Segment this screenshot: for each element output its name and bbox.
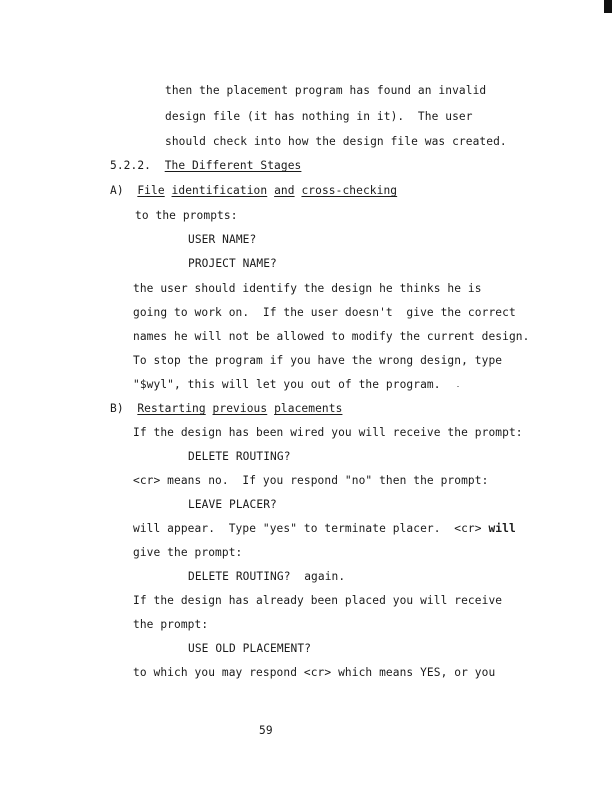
scan-speck	[457, 386, 459, 387]
item-b-line-8: If the design has already been placed you will receive	[133, 594, 503, 607]
item-a-line-4: the user should identify the design he thinks he is	[133, 282, 482, 295]
item-a-label: A)	[110, 184, 124, 197]
item-a-heading-word-1: File	[137, 184, 165, 197]
item-a-heading-word-3: and	[274, 184, 295, 197]
page-number: 59	[259, 724, 273, 737]
section-number: 5.2.2.	[110, 159, 152, 172]
scan-corner-mark	[604, 0, 612, 13]
prompt-delete-routing: DELETE ROUTING?	[188, 450, 291, 463]
item-b-line-1: If the design has been wired you will receive the prompt:	[133, 426, 523, 439]
item-b-heading	[110, 402, 342, 415]
item-b-line-6: give the prompt:	[133, 546, 243, 559]
item-b-label: B)	[110, 402, 124, 415]
section-heading	[110, 159, 301, 172]
item-b-line-9: the prompt:	[133, 618, 209, 631]
item-b-heading-word-2: previous	[212, 402, 268, 415]
body-line-3: should check into how the design file was created.	[165, 135, 507, 148]
section-title: The Different Stages	[164, 159, 302, 172]
item-b-heading-word-3: placements	[274, 402, 343, 415]
item-a-heading-word-2: identification	[171, 184, 268, 197]
item-a-line-1: to the prompts:	[135, 209, 238, 222]
body-line-1: then the placement program has found an invalid	[165, 84, 487, 97]
prompt-delete-routing-again: DELETE ROUTING? again.	[188, 570, 346, 583]
item-a-heading	[110, 184, 397, 197]
item-a-line-5: going to work on. If the user doesn't give the correct	[133, 306, 516, 319]
item-a-line-6: names he will not be allowed to modify the current design.	[133, 330, 530, 343]
item-b-line-3: <cr> means no. If you respond "no" then the prompt:	[133, 474, 489, 487]
item-b-line-11: to which you may respond <cr> which means YES, or you	[133, 666, 496, 679]
prompt-project-name: PROJECT NAME?	[188, 257, 277, 270]
item-b-line-5	[133, 522, 516, 535]
body-line-2: design file (it has nothing in it). The user	[165, 110, 473, 123]
prompt-user-name: USER NAME?	[188, 233, 257, 246]
prompt-use-old-placement: USE OLD PLACEMENT?	[188, 642, 312, 655]
item-b-line-5-bold: will	[488, 522, 516, 535]
item-a-line-8: "$wyl", this will let you out of the program.	[133, 378, 441, 391]
item-a-line-7: To stop the program if you have the wrong design, type	[133, 354, 503, 367]
prompt-leave-placer: LEAVE PLACER?	[188, 498, 277, 511]
item-a-heading-word-4: cross-checking	[301, 184, 398, 197]
item-b-line-5-text: will appear. Type "yes" to terminate placer. <cr>	[133, 522, 482, 535]
item-b-heading-word-1: Restarting	[137, 402, 206, 415]
